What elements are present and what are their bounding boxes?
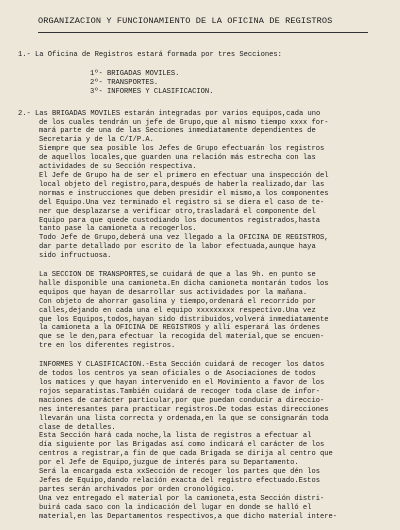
section-4-line: clase de detalles. [39,423,116,432]
section-4-line: Esta Sección hará cada noche,la lista de registros a efectuar al [39,432,312,441]
section-2-line: mará parte de una de las Secciones inmediatamente dependientes de [39,127,316,136]
section-4-line: centros a registrar,a fin de que cada Brigada se dirija al centro que [39,450,333,459]
section-1 [18,51,390,97]
section-2-line: de aquellos locales,que guarden una relación más estrecha con las [39,154,316,163]
section-4-line: los matices y que hayan intervenido en el Movimiento a favor de los [39,379,325,387]
section-2-line: del Equipo.Una vez terminado el registro si se diera el caso de te- [39,198,325,207]
section-3-line: halle disponible una camioneta.En dicha camioneta montarán todos los [39,279,329,288]
section-2-line: de los cuales tendrán un jefe de Grupo,que al mismo tiempo xxxx for- [39,118,329,127]
section-3-line: equipos que hayan de desarrollar sus actividades por la mañana. [39,288,308,297]
section-3-line: la camioneta a la OFICINA DE REGISTROS y allí esperará las órdenes [39,324,320,333]
section-1-item: 1º- BRIGADAS MOVILES. [90,69,180,78]
section-4 [18,361,390,521]
section-4-line: nes interesantes para practicar registros.De todas estas direcciones [39,405,329,414]
section-4-line: Jefes de Equipo,dando relación exacta del registro efectuado.Estos [39,476,320,485]
section-2-line: actividades de su Sección respectiva. [39,163,197,172]
section-4-line: Será la encargada esta xxSección de recoger los partes que dén los [39,468,320,477]
section-3 [18,271,390,351]
section-3-line: La SECCION DE TRANSPORTES,se cuidará de que a las 9h. en punto se [39,271,316,280]
section-1-item: 2º- TRANSPORTES. [90,78,159,87]
section-3-line: tre en los diferentes registros. [39,342,176,351]
section-4-line: por el Jefe de Equipo,juzgue de interés para su Departamento. [39,459,299,468]
section-2-line: El Jefe de Grupo ha de ser el primero en efectuar una inspección del [39,171,329,180]
section-2-line: Todo Jefe de Grupo,deberá una vez llegado a la OFICINA DE REGISTROS, [39,234,329,243]
section-4-line: rojos separatistas.También cuidará de recoger toda clase de infor- [39,387,320,396]
section-2-line: 2.- Las BRIGADAS MOVILES estarán integradas por varios equipos,cada uno [18,109,321,118]
section-2-line: Secretaría y de la C/I/P.A. [39,136,154,145]
section-2-line: Equipo para que quede custodiando los documentos registrados,hasta [39,216,320,225]
section-4-line: día siguiente por las Brigadas así como indicará el carácter de los [39,441,325,450]
section-4-line: maciones de carácter particular,por que puedan conducir a direccio- [39,396,325,405]
section-2-line: dar parte detallado por escrito de la labor efectuada,aunque haya [39,243,316,252]
section-2-line: Siempre que sea posible los Jefes de Grupo efectuarán los registros [39,145,325,154]
section-2-line: local objeto del registro,para,después de haberla realizado,dar las [39,180,325,189]
section-4-line: llevarán una lista correcta y ordenada,en la que se consignarán toda [39,414,329,423]
section-3-line: que los Equipos,todos,hayan sido distribuidos,volverá inmediatamente [39,315,329,324]
section-3-line: calles,dejando en cada una el equipo xxxxxxxxx respectivo.Una vez [39,306,316,315]
section-1-item: 3º- INFORMES Y CLASIFICACION. [90,87,214,96]
section-4-line: material,en las Departamentos respectivos,a que dicho material intere- [39,512,337,521]
section-4-line: INFORMES Y CLASIFICACION.-Esta Sección cuidará de recoger los datos [39,361,325,370]
section-4-line: Una vez entregado el material por la camioneta,esta Sección distri- [39,494,325,503]
section-3-line: que se le den,para efectuar la recogida del material,que se encuen- [39,333,325,342]
section-1-intro: 1.- La Oficina de Registros estará formada por tres Secciones: [18,51,282,59]
section-2-line: normas e instrucciones que deben presidir el mismo,a los componentes [39,189,329,198]
section-2 [18,110,390,261]
section-2-line: tanto pase la camioneta a recogerlos. [39,225,197,234]
section-4-line: buirá cada saco con la indicación del lugar en donde se halló el [39,503,312,512]
section-4-line: partes serán archivados por orden cronológico. [39,485,235,494]
section-3-line: Con objeto de ahorrar gasolina y tiempo,ordenará el recorrido por [39,297,316,306]
section-2-line: sido infructuosa. [39,252,112,261]
section-2-line: ner que desplazarse a verificar otro,trasladará el componente del [39,207,316,216]
section-4-line: de todos los centros ya sean oficiales o de Asociaciones de todos [39,370,316,379]
document-title: ORGANIZACION Y FUNCIONAMIENTO DE LA OFICINA DE REGISTROS [38,16,333,26]
